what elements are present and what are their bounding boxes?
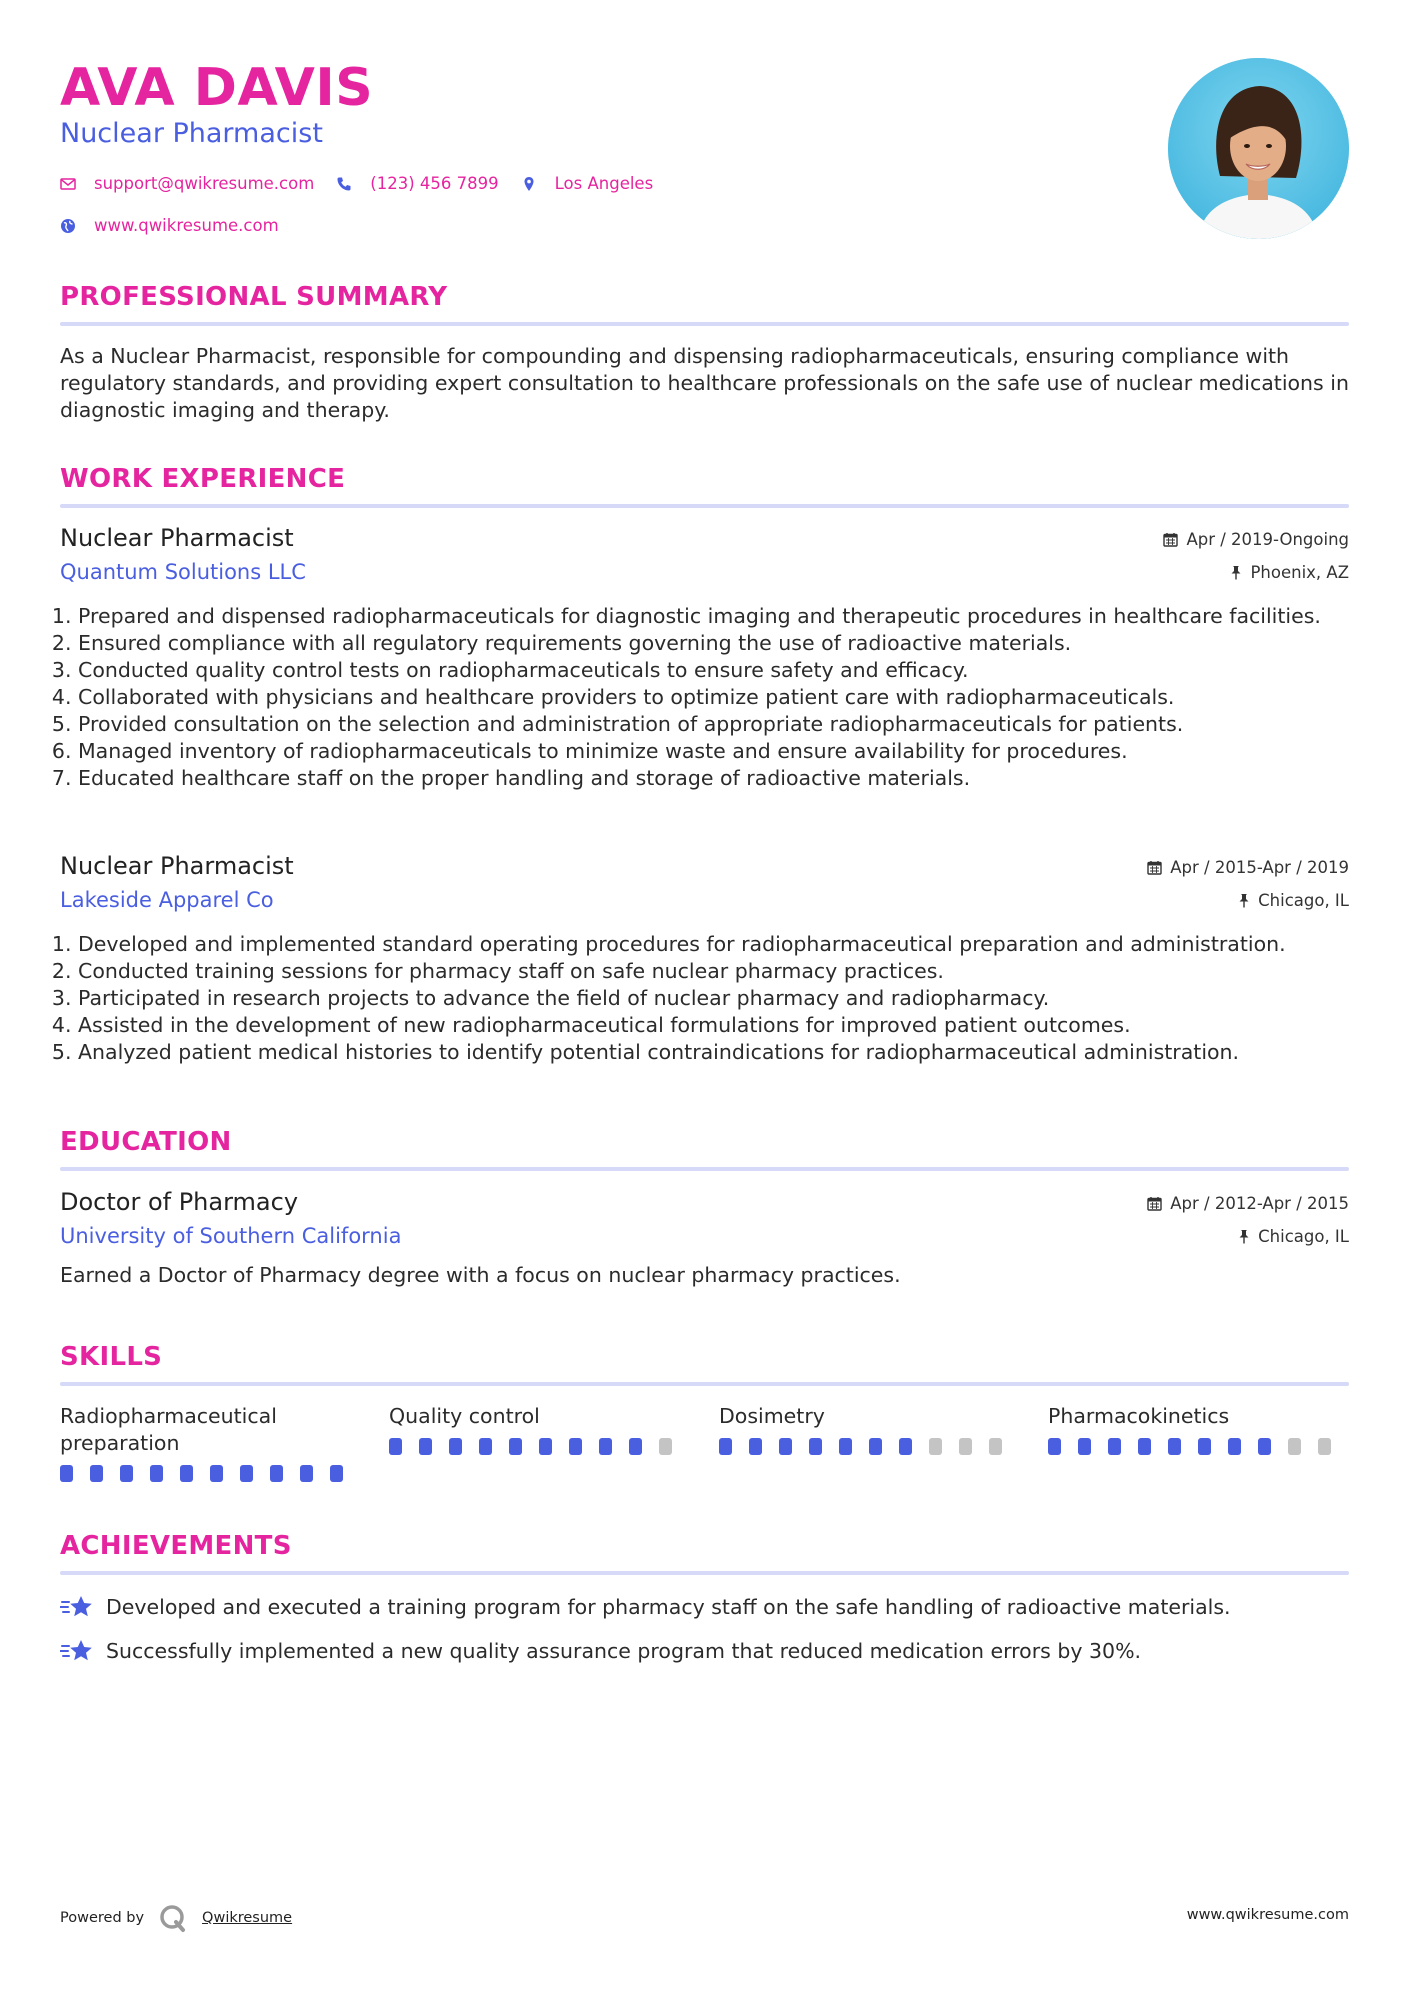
bullet-item: 4. Assisted in the development of new radiopharmaceutical formulations for improved patient outcomes. — [78, 1012, 1349, 1039]
rating-dot-filled — [1078, 1438, 1091, 1455]
candidate-name: AVA DAVIS — [60, 58, 374, 118]
rating-dot-filled — [719, 1438, 732, 1455]
rating-dot-filled — [1198, 1438, 1211, 1455]
skill-name: Pharmacokinetics — [1048, 1404, 1230, 1428]
job-location — [1238, 891, 1349, 910]
achievement-item — [60, 1638, 1141, 1664]
rating-dot-filled — [749, 1438, 762, 1455]
pushpin-icon — [1238, 1229, 1250, 1244]
rating-dot-filled — [599, 1438, 612, 1455]
rating-dot-filled — [210, 1465, 223, 1482]
rating-dot-filled — [869, 1438, 882, 1455]
job-location-text: Phoenix, AZ — [1250, 563, 1349, 582]
phone-item[interactable] — [336, 174, 498, 193]
education-heading: EDUCATION — [60, 1127, 232, 1157]
job-date-text: Apr / 2015-Apr / 2019 — [1170, 858, 1349, 877]
star-icon — [60, 1638, 94, 1664]
bullet-item: 1. Developed and implemented standard operating procedures for radiopharmaceutical preparation and administration. — [78, 931, 1349, 958]
rating-dot-filled — [1168, 1438, 1181, 1455]
skill-pharmacokinetics — [1048, 1403, 1348, 1455]
rating-dot-filled — [839, 1438, 852, 1455]
bullet-item: 2. Ensured compliance with all regulatory requirements governing the use of radioactive materials. — [78, 630, 1349, 657]
school-name: University of Southern California — [60, 1224, 402, 1248]
education-date — [1147, 1194, 1349, 1213]
calendar-icon — [1163, 532, 1178, 547]
rating-dot-filled — [180, 1465, 193, 1482]
bullet-item: 1. Prepared and dispensed radiopharmaceuticals for diagnostic imaging and therapeutic procedures in healthcare facilities. — [78, 603, 1349, 630]
achievements-divider — [60, 1571, 1349, 1575]
pushpin-icon — [1230, 565, 1242, 580]
rating-dot-empty — [929, 1438, 942, 1455]
email-text: support@qwikresume.com — [94, 174, 315, 193]
degree-title: Doctor of Pharmacy — [60, 1188, 299, 1216]
summary-section — [60, 282, 1349, 326]
job-location-text: Chicago, IL — [1258, 891, 1349, 910]
rating-dot-empty — [1288, 1438, 1301, 1455]
bullet-item: 3. Conducted quality control tests on radiopharmaceuticals to ensure safety and efficacy. — [78, 657, 1349, 684]
skill-name: Dosimetry — [719, 1404, 825, 1428]
map-pin-icon — [521, 176, 537, 192]
skills-divider — [60, 1382, 1349, 1386]
rating-dot-filled — [1048, 1438, 1061, 1455]
powered-by-text: Powered by — [60, 1910, 145, 1926]
bullet-item: 2. Conducted training sessions for pharmacy staff on safe nuclear pharmacy practices. — [78, 958, 1349, 985]
rating-dot-filled — [479, 1438, 492, 1455]
rating-dot-filled — [1228, 1438, 1241, 1455]
calendar-icon — [1147, 860, 1162, 875]
bullet-item: 4. Collaborated with physicians and healthcare providers to optimize patient care with radiopharmaceuticals. — [78, 684, 1349, 711]
rating-dot-filled — [240, 1465, 253, 1482]
rating-dot-filled — [539, 1438, 552, 1455]
rating-dot-filled — [389, 1438, 402, 1455]
rating-dot-filled — [120, 1465, 133, 1482]
job-location — [1230, 563, 1349, 582]
skills-section — [60, 1342, 1349, 1386]
bullet-item: 6. Managed inventory of radiopharmaceuticals to minimize waste and ensure availability for procedures. — [78, 738, 1349, 765]
job-title: Nuclear Pharmacist — [60, 852, 294, 880]
website-item[interactable] — [60, 216, 279, 235]
skill-rating — [389, 1438, 689, 1455]
job-company: Quantum Solutions LLC — [60, 560, 306, 584]
skill-rating — [60, 1465, 360, 1482]
rating-dot-filled — [300, 1465, 313, 1482]
rating-dot-filled — [90, 1465, 103, 1482]
envelope-icon — [60, 176, 76, 192]
bullet-item: 5. Analyzed patient medical histories to identify potential contraindications for radiopharmaceutical administration. — [78, 1039, 1349, 1066]
job-company: Lakeside Apparel Co — [60, 888, 274, 912]
rating-dot-filled — [419, 1438, 432, 1455]
contact-row-2 — [60, 216, 301, 235]
skill-quality-control — [389, 1403, 689, 1455]
brand-link[interactable]: Qwikresume — [202, 1910, 293, 1926]
skill-rating — [1048, 1438, 1348, 1455]
rating-dot-filled — [449, 1438, 462, 1455]
skill-radiopharmaceutical — [60, 1403, 360, 1482]
rating-dot-filled — [330, 1465, 343, 1482]
rating-dot-filled — [270, 1465, 283, 1482]
rating-dot-filled — [1108, 1438, 1121, 1455]
achievement-text: Successfully implemented a new quality assurance program that reduced medication errors by 30%. — [106, 1639, 1142, 1663]
calendar-icon — [1147, 1196, 1162, 1211]
bullet-item: 5. Provided consultation on the selection and administration of appropriate radiopharmaceuticals for patients. — [78, 711, 1349, 738]
job-2-bullets — [60, 931, 1349, 1066]
rating-dot-filled — [629, 1438, 642, 1455]
education-date-text: Apr / 2012-Apr / 2015 — [1170, 1194, 1349, 1213]
rating-dot-empty — [1318, 1438, 1331, 1455]
education-divider — [60, 1167, 1349, 1171]
star-icon — [60, 1594, 94, 1620]
rating-dot-filled — [569, 1438, 582, 1455]
candidate-role: Nuclear Pharmacist — [60, 118, 323, 149]
summary-divider — [60, 322, 1349, 326]
experience-section — [60, 464, 1349, 508]
rating-dot-filled — [509, 1438, 522, 1455]
contact-row-1 — [60, 174, 675, 193]
location-item — [521, 174, 654, 193]
education-location-text: Chicago, IL — [1258, 1227, 1349, 1246]
summary-heading: PROFESSIONAL SUMMARY — [60, 282, 448, 312]
website-text: www.qwikresume.com — [94, 216, 279, 235]
avatar — [1168, 58, 1349, 239]
email-item[interactable] — [60, 174, 314, 193]
rating-dot-empty — [659, 1438, 672, 1455]
achievement-text: Developed and executed a training program for pharmacy staff on the safe handling of radioactive materials. — [106, 1595, 1231, 1619]
job-date — [1147, 858, 1349, 877]
rating-dot-filled — [150, 1465, 163, 1482]
education-description: Earned a Doctor of Pharmacy degree with a focus on nuclear pharmacy practices. — [60, 1263, 901, 1287]
experience-heading: WORK EXPERIENCE — [60, 464, 346, 494]
phone-text: (123) 456 7899 — [370, 174, 499, 193]
bullet-item: 3. Participated in research projects to advance the field of nuclear pharmacy and radiopharmacy. — [78, 985, 1349, 1012]
job-date-text: Apr / 2019-Ongoing — [1186, 530, 1349, 549]
achievement-item — [60, 1594, 1231, 1620]
education-location — [1238, 1227, 1349, 1246]
skills-heading: SKILLS — [60, 1342, 163, 1372]
skill-dosimetry — [719, 1403, 1019, 1455]
phone-icon — [336, 176, 352, 192]
experience-divider — [60, 504, 1349, 508]
achievements-heading: ACHIEVEMENTS — [60, 1531, 292, 1561]
skill-name: Radiopharmaceutical preparation — [60, 1404, 277, 1455]
rating-dot-filled — [899, 1438, 912, 1455]
bullet-item: 7. Educated healthcare staff on the proper handling and storage of radioactive materials. — [78, 765, 1349, 792]
job-1-bullets — [60, 603, 1349, 792]
footer-powered-by — [60, 1903, 292, 1933]
rating-dot-filled — [60, 1465, 73, 1482]
profile-photo — [1168, 58, 1349, 239]
summary-text: As a Nuclear Pharmacist, responsible for compounding and dispensing radiopharmaceuticals, ensuring compliance with regulatory standards, and providing expert consultation to healthcare professionals on the safe use of nuclear medications in diagnostic imaging and therapy. — [60, 344, 1349, 422]
rating-dot-filled — [1138, 1438, 1151, 1455]
job-date — [1163, 530, 1349, 549]
rating-dot-filled — [1258, 1438, 1271, 1455]
rating-dot-filled — [779, 1438, 792, 1455]
footer-website[interactable]: www.qwikresume.com — [1186, 1907, 1349, 1923]
rating-dot-filled — [809, 1438, 822, 1455]
rating-dot-empty — [959, 1438, 972, 1455]
education-section — [60, 1127, 1349, 1171]
qwikresume-logo-icon — [158, 1903, 188, 1933]
achievements-section — [60, 1531, 1349, 1575]
job-title: Nuclear Pharmacist — [60, 524, 294, 552]
skill-name: Quality control — [389, 1404, 540, 1428]
globe-icon — [60, 218, 76, 234]
skill-rating — [719, 1438, 1019, 1455]
location-text: Los Angeles — [554, 174, 654, 193]
pushpin-icon — [1238, 893, 1250, 908]
rating-dot-empty — [989, 1438, 1002, 1455]
